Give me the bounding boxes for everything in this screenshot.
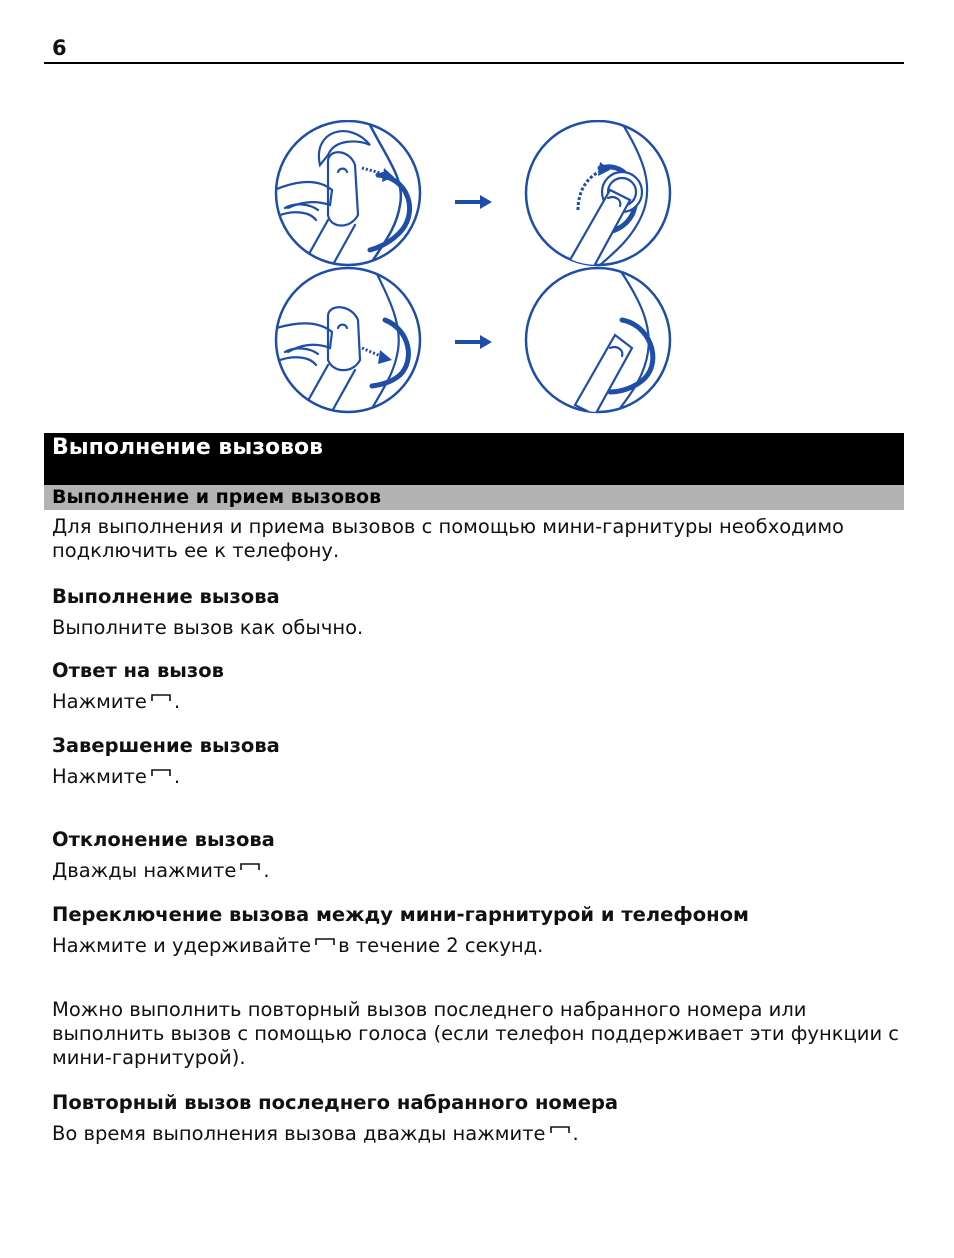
step1-hook-panel — [270, 121, 420, 270]
reject-call-text — [52, 859, 902, 883]
answer-call-text — [52, 690, 902, 714]
answer-call-text-before: Нажмите — [52, 690, 147, 713]
answer-call-heading: Ответ на вызов — [52, 659, 224, 682]
subsection-title-bar — [44, 485, 904, 510]
section-title-bar — [44, 433, 904, 485]
end-call-text-after: . — [173, 765, 181, 788]
page-number: 6 — [52, 36, 67, 60]
right-arrow-icon — [455, 195, 492, 209]
reject-call-text-after: . — [263, 859, 270, 882]
subsection-title: Выполнение и прием вызовов — [52, 486, 382, 508]
reject-call-heading: Отклонение вызова — [52, 828, 275, 851]
intro-paragraph: Для выполнения и приема вызовов с помощью мини-гарнитуры необходимо подключить ее к телефону. — [52, 515, 844, 562]
call-key-icon — [315, 938, 335, 946]
switch-call-text-after: в течение 2 секунд. — [338, 934, 544, 957]
reject-call-text-before: Дважды нажмите — [52, 859, 237, 882]
switch-call-text-before: Нажмите и удерживайте — [52, 934, 312, 957]
redial-text-after: . — [572, 1122, 579, 1145]
switch-call-heading: Переключение вызова между мини-гарнитурой и телефоном — [52, 903, 749, 926]
end-call-heading: Завершение вызова — [52, 734, 280, 757]
earpiece-attachment-illustration — [270, 120, 680, 415]
call-key-icon — [550, 1126, 570, 1134]
call-key-icon — [151, 769, 171, 777]
answer-call-text-after: . — [173, 690, 181, 713]
redial-text-before: Во время выполнения вызова дважды нажмите — [52, 1122, 546, 1145]
redial-heading: Повторный вызов последнего набранного номера — [52, 1091, 619, 1114]
make-call-text: Выполните вызов как обычно. — [52, 616, 364, 639]
make-call-heading: Выполнение вызова — [52, 585, 280, 608]
call-key-icon — [240, 863, 260, 871]
call-key-icon — [151, 694, 171, 702]
header-rule — [44, 62, 904, 64]
redial-voice-paragraph: Можно выполнить повторный вызов последнего набранного номера или выполнить вызов с помощью голоса (если телефон поддерживает эти функции с мини-гарнитурой). — [52, 998, 900, 1069]
section-title: Выполнение вызовов — [52, 435, 324, 460]
step3-push-panel — [270, 268, 420, 415]
right-arrow-icon — [455, 335, 492, 349]
end-call-text-before: Нажмите — [52, 765, 147, 788]
switch-call-text — [52, 934, 902, 958]
step4-worn-panel — [526, 268, 670, 415]
end-call-text — [52, 765, 902, 789]
redial-text — [52, 1122, 902, 1146]
step2-rotate-panel — [526, 120, 670, 270]
